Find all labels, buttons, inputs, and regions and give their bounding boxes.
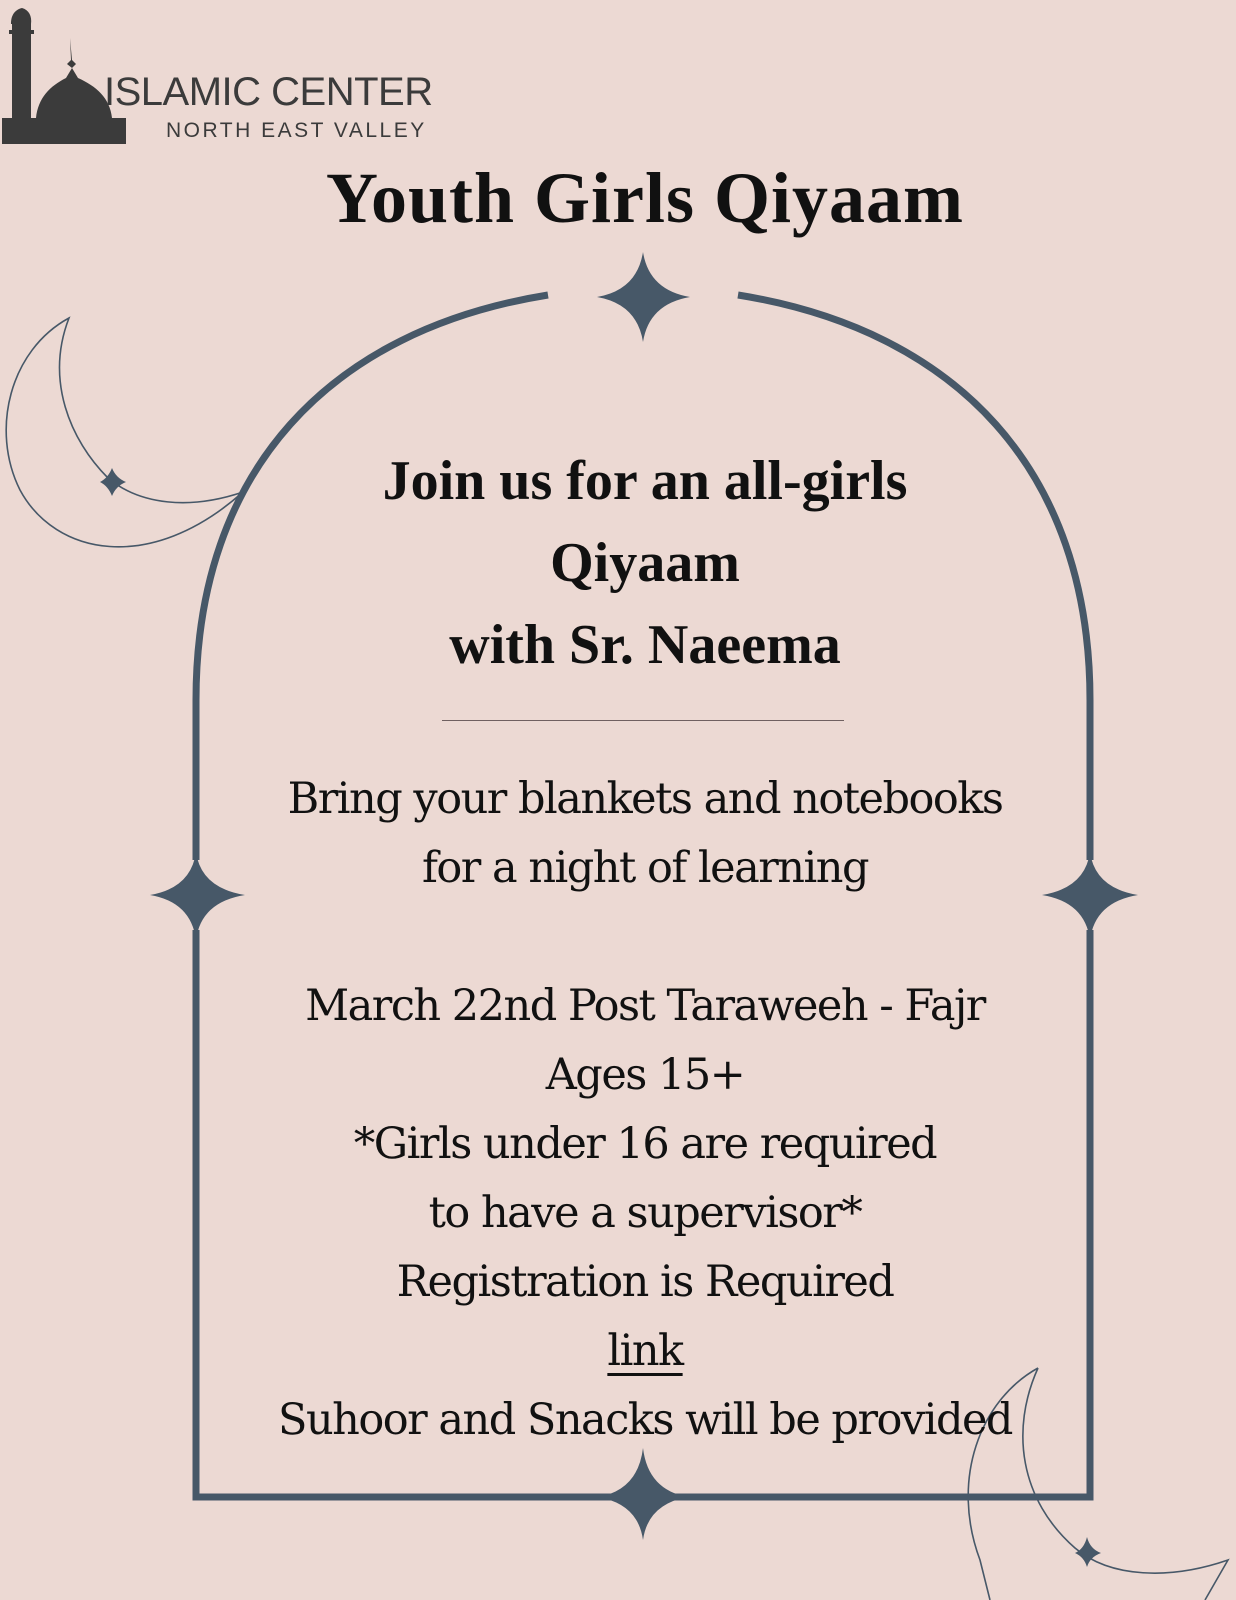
event-details xyxy=(0,972,1236,1455)
event-date: March 22nd Post Taraweeh - Fajr xyxy=(305,981,985,1031)
heading-line-2: Qiyaam xyxy=(550,532,740,594)
bring-line-2: for a night of learning xyxy=(422,843,868,893)
star-bottom-icon xyxy=(598,1448,688,1540)
divider xyxy=(442,720,844,721)
registration-link-row xyxy=(0,1317,1236,1386)
star-top-icon xyxy=(597,252,690,342)
bring-text xyxy=(0,765,1236,903)
logo-title: ISLAMIC CENTER xyxy=(104,70,433,114)
page-title: Youth Girls Qiyaam xyxy=(325,158,965,238)
heading-line-1: Join us for an all-girls xyxy=(382,450,908,512)
logo xyxy=(0,0,470,150)
logo-subtitle: NORTH EAST VALLEY xyxy=(166,119,427,142)
registration-link[interactable]: link xyxy=(607,1326,683,1376)
event-heading xyxy=(0,440,1236,686)
heading-line-3: with Sr. Naeema xyxy=(449,614,841,676)
event-ages: Ages 15+ xyxy=(545,1050,745,1100)
food-text: Suhoor and Snacks will be provided xyxy=(278,1395,1012,1445)
registration-text: Registration is Required xyxy=(396,1257,894,1307)
supervisor-note-2: to have a supervisor* xyxy=(428,1188,862,1238)
supervisor-note-1: *Girls under 16 are required xyxy=(353,1119,937,1169)
bring-line-1: Bring your blankets and notebooks xyxy=(287,774,1003,824)
